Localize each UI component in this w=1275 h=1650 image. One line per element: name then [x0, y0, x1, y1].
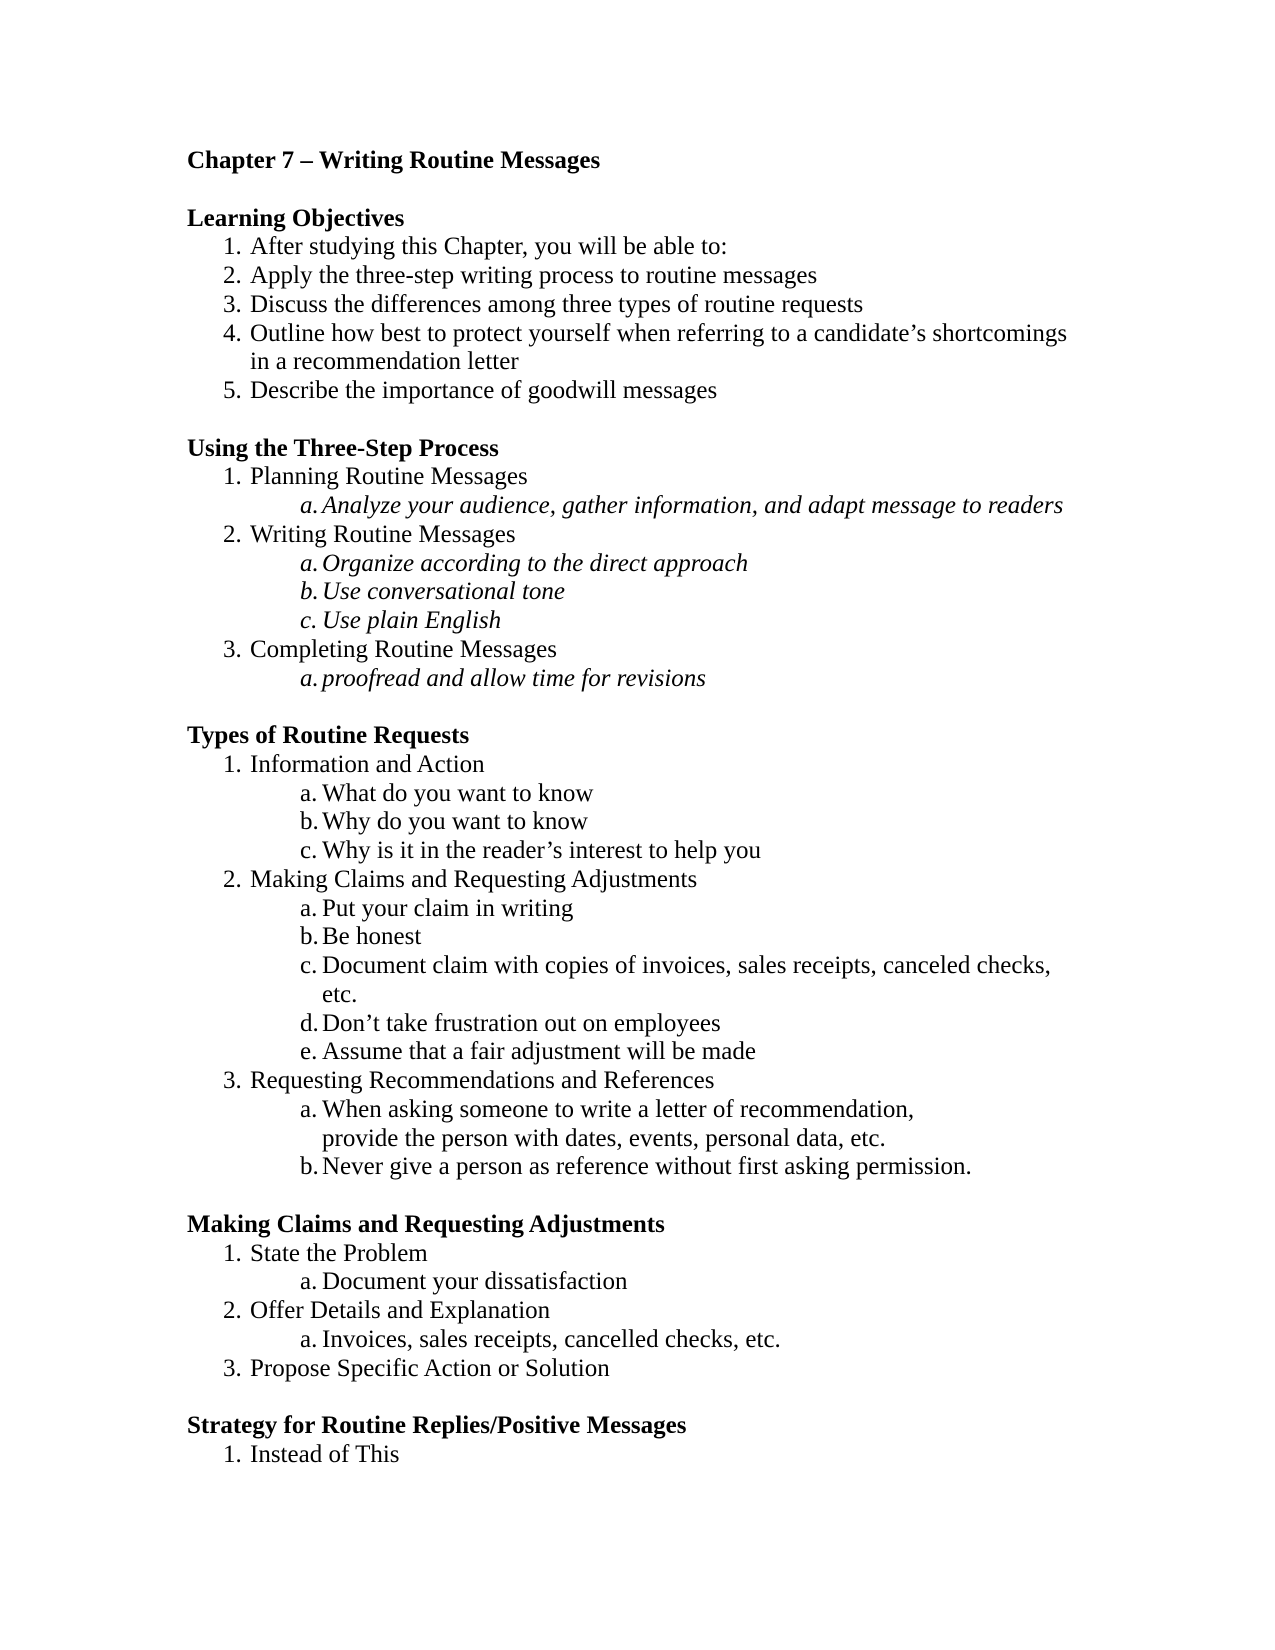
text-line: Writing Routine Messages — [250, 520, 516, 548]
list-item-text — [322, 837, 761, 864]
text-line: Outline how best to protect yourself when referring to a candidate’s shortcomings — [250, 319, 1068, 347]
text-line: Organize according to the direct approach — [322, 549, 749, 577]
text-line: Instead of This — [250, 1440, 400, 1468]
text-line: Document your dissatisfaction — [322, 1268, 628, 1296]
text-line: proofread and allow time for revisions — [322, 664, 707, 692]
lettered-list-item — [187, 578, 1087, 607]
numbered-list-item — [187, 636, 1087, 665]
section-heading: Learning Objectives — [187, 204, 405, 232]
lettered-list-item — [187, 780, 1087, 809]
text-line: Apply the three-step writing process to routine messages — [250, 262, 818, 289]
list-marker: a. — [300, 664, 319, 692]
text-line: Don’t take frustration out on employees — [322, 1009, 721, 1037]
list-marker: a. — [300, 1325, 318, 1353]
section — [187, 435, 1087, 694]
list-item-text — [250, 636, 557, 663]
text-line: Use conversational tone — [322, 578, 566, 606]
list-marker: b. — [300, 578, 319, 606]
list-item-text — [250, 1240, 428, 1267]
list-item-text — [250, 751, 485, 778]
list-item-text — [250, 377, 717, 404]
lettered-list-item — [187, 808, 1087, 837]
text-line: Be honest — [322, 923, 422, 951]
list-item-text — [322, 550, 748, 577]
list-item-text — [322, 780, 593, 807]
list-marker: 2. — [223, 865, 242, 893]
list-item-text — [322, 1326, 781, 1353]
section-heading: Types of Routine Requests — [187, 722, 470, 749]
list-item-text — [322, 607, 501, 634]
list-marker: e. — [300, 1038, 318, 1066]
list-item-text — [250, 1355, 610, 1382]
text-line: Why is it in the reader’s interest to help you — [322, 837, 762, 864]
text-line: Analyze your audience, gather information, and adapt message to readers — [322, 492, 1064, 519]
numbered-list-item — [187, 1441, 1087, 1470]
list-marker: d. — [300, 1009, 319, 1037]
list-item-text — [250, 1441, 400, 1468]
numbered-list-item — [187, 320, 1087, 378]
list-marker: a. — [300, 1268, 318, 1296]
section — [187, 205, 1087, 406]
lettered-list-item — [187, 1096, 1087, 1154]
text-line: Discuss the differences among three types of routine requests — [250, 290, 864, 318]
text-line: Put your claim in writing — [322, 894, 574, 922]
list-marker: 1. — [223, 750, 242, 778]
list-item-text — [250, 262, 817, 289]
numbered-list-item — [187, 1297, 1087, 1326]
lettered-list-item — [187, 1010, 1087, 1039]
text-line: Propose Specific Action or Solution — [250, 1354, 610, 1382]
list-marker: 5. — [223, 377, 242, 404]
document-title: Chapter 7 – Writing Routine Messages — [187, 147, 601, 174]
section-heading: Using the Three-Step Process — [187, 434, 499, 462]
list-marker: b. — [300, 808, 319, 836]
numbered-list-item — [187, 377, 1087, 406]
list-item-text — [322, 1268, 628, 1295]
numbered-list-item — [187, 521, 1087, 550]
text-line: Invoices, sales receipts, cancelled checks, etc. — [322, 1325, 781, 1353]
list-marker: 2. — [223, 1297, 242, 1324]
text-line: Why do you want to know — [322, 808, 588, 836]
lettered-list-item — [187, 895, 1087, 924]
text-line: When asking someone to write a letter of recommendation, — [322, 1095, 915, 1123]
numbered-list-item — [187, 1355, 1087, 1384]
list-item-text — [250, 1297, 550, 1324]
list-marker: 3. — [223, 290, 242, 318]
list-item-text — [322, 1153, 972, 1180]
list-item-text — [322, 895, 573, 922]
text-line: Document claim with copies of invoices, sales receipts, canceled checks, — [322, 952, 1051, 979]
numbered-list-item — [187, 463, 1087, 492]
lettered-list-item — [187, 1268, 1087, 1297]
lettered-list-item — [187, 1153, 1087, 1182]
list-marker: b. — [300, 1153, 319, 1181]
numbered-list-item — [187, 866, 1087, 895]
section — [187, 1412, 1087, 1470]
lettered-list-item — [187, 607, 1087, 636]
text-line: Describe the importance of goodwill messages — [250, 377, 718, 404]
list-marker: 2. — [223, 520, 242, 548]
list-marker: a. — [300, 779, 318, 807]
text-line: provide the person with dates, events, personal data, etc. — [322, 1124, 886, 1152]
text-line: Making Claims and Requesting Adjustments — [250, 865, 698, 893]
list-marker: a. — [300, 1095, 318, 1123]
list-marker: 3. — [223, 1067, 242, 1094]
text-line: Offer Details and Explanation — [250, 1297, 551, 1324]
sections-container — [187, 205, 1087, 1470]
lettered-list-item — [187, 1326, 1087, 1355]
numbered-list-item — [187, 291, 1087, 320]
document-content — [187, 147, 1087, 1470]
list-marker: b. — [300, 923, 319, 951]
list-item-text — [322, 1038, 756, 1065]
list-marker: c. — [300, 607, 318, 634]
list-marker: 1. — [223, 233, 242, 261]
list-item-text — [250, 1067, 714, 1094]
list-item-text — [322, 492, 1063, 519]
section — [187, 1211, 1087, 1384]
text-line: State the Problem — [250, 1239, 428, 1267]
list-marker: a. — [300, 894, 318, 922]
list-item-text — [250, 320, 1067, 376]
text-line: Never give a person as reference without first asking permission. — [322, 1153, 972, 1181]
lettered-list-item — [187, 492, 1087, 521]
list-marker: a. — [300, 549, 319, 577]
list-marker: 1. — [223, 1239, 242, 1267]
list-marker: 4. — [223, 319, 242, 347]
text-line: Completing Routine Messages — [250, 635, 557, 663]
lettered-list-item — [187, 1038, 1087, 1067]
list-marker: c. — [300, 837, 318, 864]
numbered-list-item — [187, 751, 1087, 780]
section-heading: Making Claims and Requesting Adjustments — [187, 1210, 665, 1238]
list-item-text — [322, 808, 588, 835]
list-marker: 3. — [223, 635, 242, 663]
text-line: in a recommendation letter — [250, 348, 519, 376]
list-item-text — [250, 866, 697, 893]
lettered-list-item — [187, 837, 1087, 866]
section — [187, 722, 1087, 1182]
list-item-text — [250, 291, 863, 318]
lettered-list-item — [187, 550, 1087, 579]
list-item-text — [250, 233, 727, 260]
numbered-list-item — [187, 233, 1087, 262]
text-line: Information and Action — [250, 750, 485, 778]
text-line: Requesting Recommendations and References — [250, 1067, 715, 1094]
list-item-text — [322, 665, 706, 692]
text-line: etc. — [322, 980, 358, 1008]
list-marker: 3. — [223, 1354, 242, 1382]
text-line: What do you want to know — [322, 779, 594, 807]
text-line: Assume that a fair adjustment will be made — [322, 1038, 756, 1066]
list-marker: 1. — [223, 463, 242, 491]
lettered-list-item — [187, 952, 1087, 1010]
list-item-text — [250, 521, 516, 548]
list-marker: c. — [300, 952, 318, 979]
list-marker: a. — [300, 492, 319, 519]
numbered-list-item — [187, 1240, 1087, 1269]
list-item-text — [322, 1096, 914, 1152]
list-item-text — [322, 578, 565, 605]
list-marker: 2. — [223, 262, 242, 289]
text-line: After studying this Chapter, you will be able to: — [250, 233, 728, 261]
list-marker: 1. — [223, 1440, 242, 1468]
text-line: Planning Routine Messages — [250, 463, 528, 491]
numbered-list-item — [187, 1067, 1087, 1096]
lettered-list-item — [187, 923, 1087, 952]
numbered-list-item — [187, 262, 1087, 291]
lettered-list-item — [187, 665, 1087, 694]
list-item-text — [322, 1010, 721, 1037]
text-line: Use plain English — [322, 607, 502, 634]
list-item-text — [322, 923, 421, 950]
list-item-text — [322, 952, 1051, 1008]
list-item-text — [250, 463, 528, 490]
section-heading: Strategy for Routine Replies/Positive Messages — [187, 1412, 687, 1439]
